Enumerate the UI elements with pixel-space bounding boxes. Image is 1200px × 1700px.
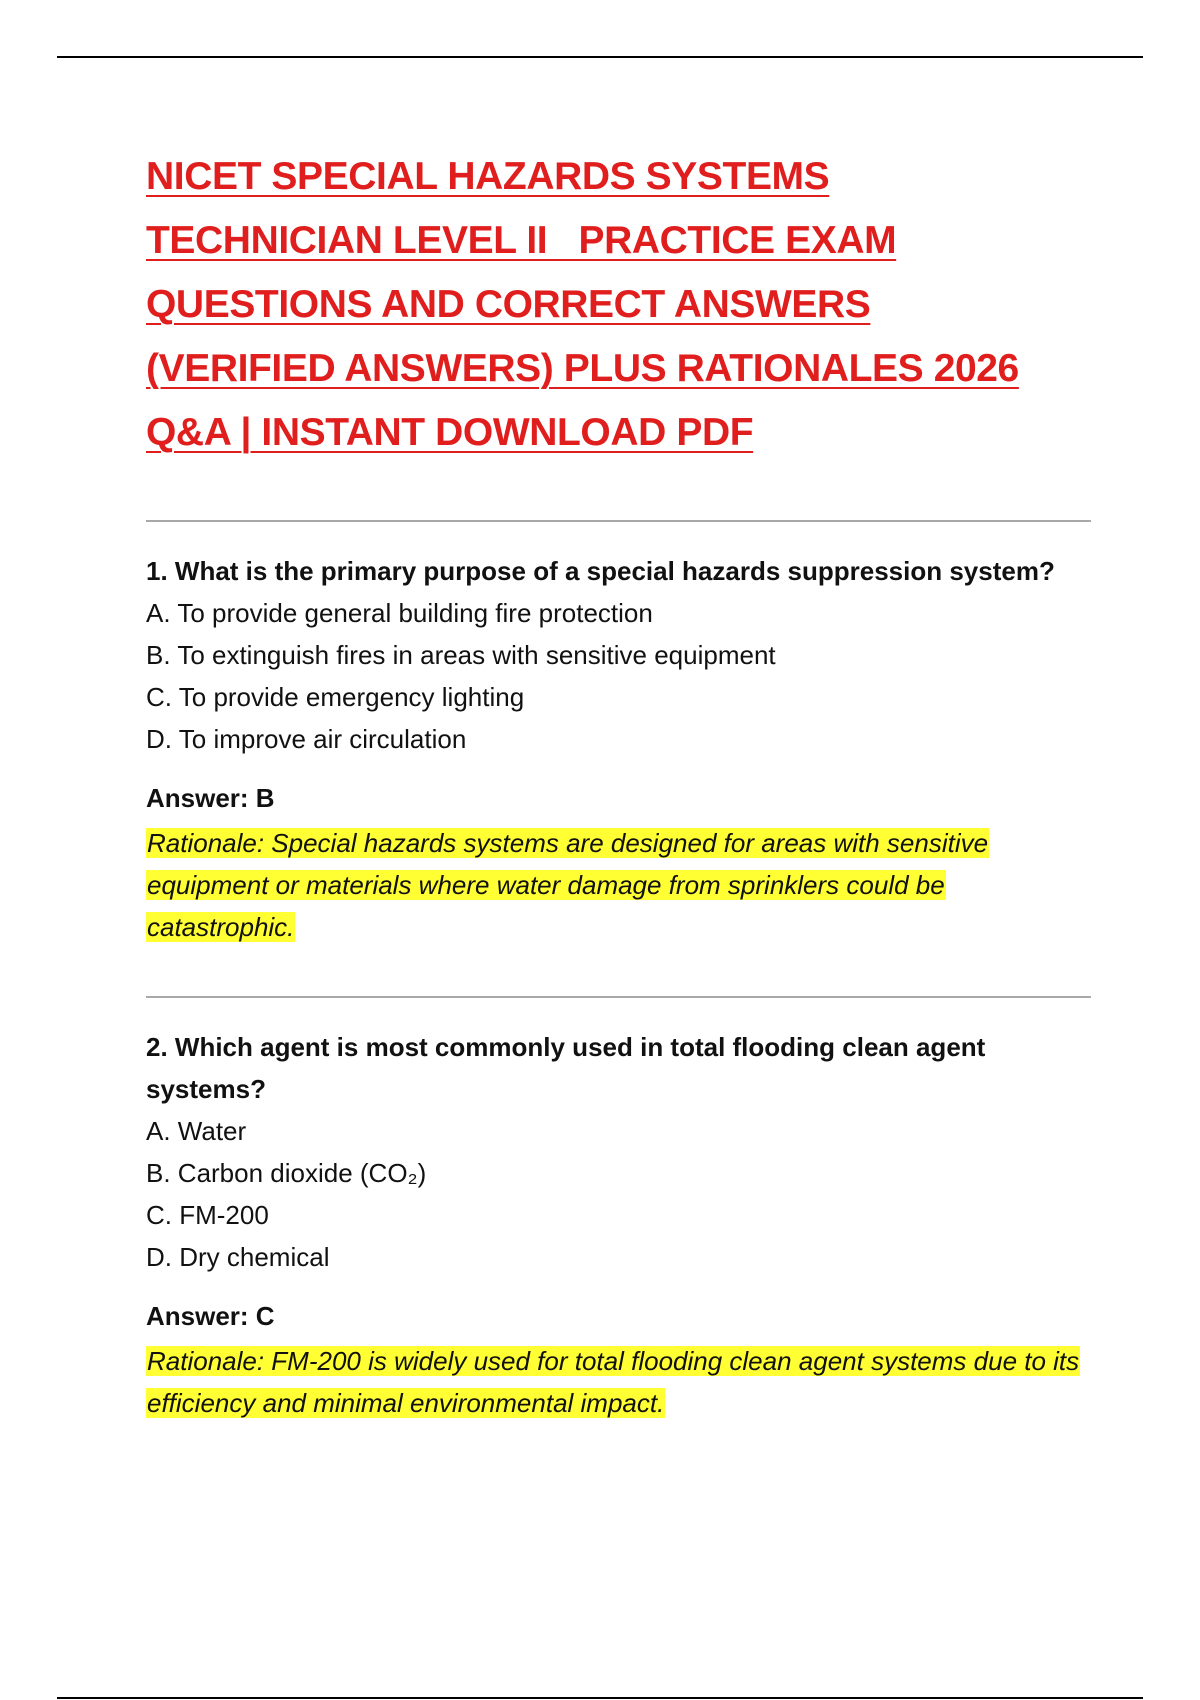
section-divider — [146, 520, 1091, 522]
document-title — [146, 145, 1091, 465]
option-b: B. To extinguish fires in areas with sensitive equipment — [146, 640, 776, 670]
option-a: A. Water — [146, 1116, 247, 1146]
answer-options — [146, 1110, 1091, 1278]
title-line-5: Q&A | INSTANT DOWNLOAD PDF — [146, 411, 754, 454]
option-a: A. To provide general building fire protection — [146, 598, 653, 628]
rationale-text: Rationale: FM-200 is widely used for total flooding clean agent systems due to its efficiency and minimal environmental impact. — [147, 1346, 1080, 1418]
option-c: C. FM-200 — [146, 1200, 269, 1230]
question-block-2 — [146, 1026, 1091, 1424]
title-line-4: (VERIFIED ANSWERS) PLUS RATIONALES 2026 — [146, 347, 1019, 390]
question-text: 1. What is the primary purpose of a special hazards suppression system? — [146, 556, 1055, 586]
question-text: 2. Which agent is most commonly used in total flooding clean agent systems? — [146, 1032, 986, 1104]
document-content — [146, 145, 1091, 1424]
title-line-2: TECHNICIAN LEVEL II PRACTICE EXAM — [146, 219, 897, 262]
rationale — [146, 1340, 1091, 1424]
correct-answer: Answer: C — [146, 1301, 275, 1331]
rationale-text: Rationale: Special hazards systems are designed for areas with sensitive equipment or materials where water damage from sprinklers could be catastrophic. — [147, 828, 989, 942]
correct-answer: Answer: B — [146, 783, 275, 813]
title-line-1: NICET SPECIAL HAZARDS SYSTEMS — [146, 155, 830, 198]
option-c: C. To provide emergency lighting — [146, 682, 525, 712]
question-block-1 — [146, 550, 1091, 948]
answer-options — [146, 592, 1091, 760]
page-top-rule — [57, 56, 1143, 58]
option-d: D. To improve air circulation — [146, 724, 467, 754]
option-d: D. Dry chemical — [146, 1242, 330, 1272]
title-line-3: QUESTIONS AND CORRECT ANSWERS — [146, 283, 871, 326]
option-b: B. Carbon dioxide (CO₂) — [146, 1158, 427, 1188]
page-bottom-rule — [57, 1697, 1143, 1699]
section-divider — [146, 996, 1091, 998]
rationale — [146, 822, 1091, 948]
